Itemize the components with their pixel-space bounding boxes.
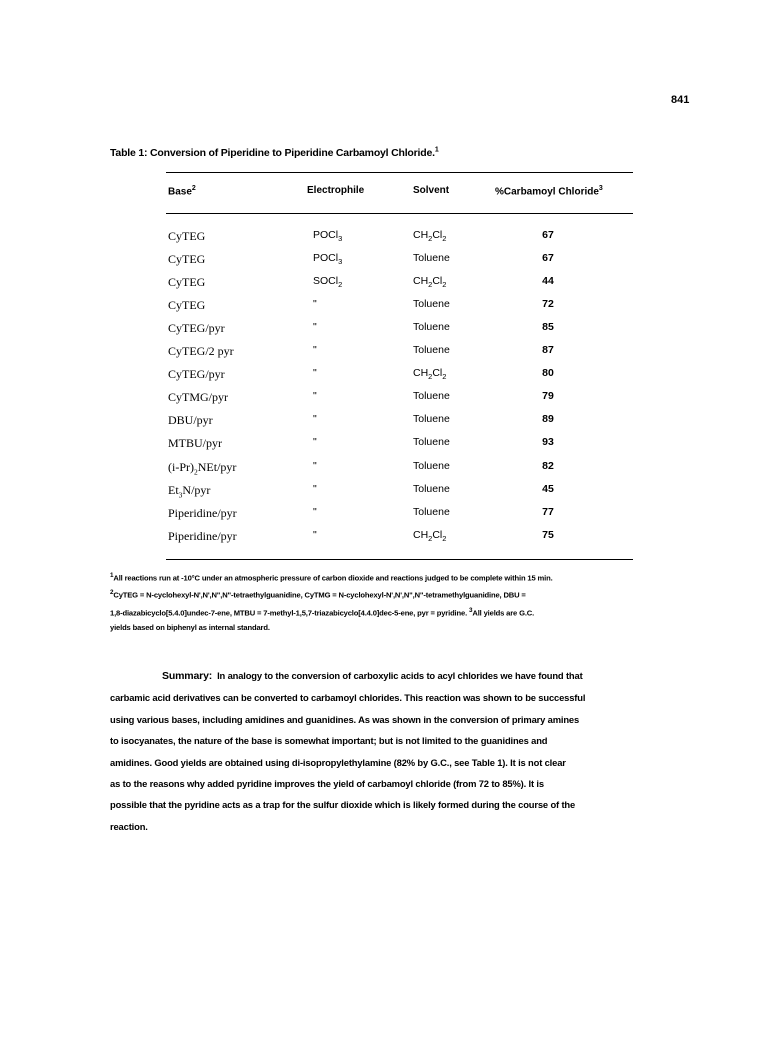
table-caption-text: Conversion of Piperidine to Piperidine Carbamoyl Chloride.: [150, 147, 435, 159]
cell-electrophile: ": [313, 390, 317, 403]
cell-solvent: Toluene: [413, 413, 450, 426]
footnote-line: $^2$CyTEG = N-cyclohexyl-N',N',N",N"-tetraethylguanidine, CyTMG = N-cyclohexyl-N',N',N",N"-tetramethylguanidine, DBU =: [110, 589, 526, 600]
cell-electrophile: POCl$_3$: [313, 252, 343, 267]
summary-line: carbamic acid derivatives can be converted to carbamoyl chlorides. This reaction was shown to be successful: [110, 692, 586, 704]
table-caption-label: Table 1:: [110, 147, 148, 159]
cell-solvent: Toluene: [413, 321, 450, 334]
table-row: [0, 460, 768, 480]
table-header-rule: [166, 213, 633, 214]
cell-solvent: $CH_2Cl_2$: [413, 367, 447, 382]
table-caption-note: 1: [434, 146, 439, 154]
header-yield: %Carbamoyl Chloride$^3$: [495, 185, 603, 198]
cell-electrophile: ": [313, 298, 317, 311]
header-electrophile: Electrophile: [307, 185, 365, 196]
table-footnotes: [110, 569, 670, 636]
cell-base: CyTEG/pyr: [168, 367, 225, 382]
header-base: Base$^2$: [168, 185, 196, 198]
footnote-line: 1,8-diazabicyclo[5.4.0]undec-7-ene, MTBU = 7-methyl-1,5,7-triazabicyclo[4.4.0]dec-5-ene, pyr = pyridine. $^3$All yields are G.C.: [110, 606, 535, 618]
cell-yield: 82: [542, 459, 554, 472]
table-row: [0, 413, 768, 433]
table-row: [0, 506, 768, 526]
cell-yield: 89: [542, 413, 554, 426]
cell-base: $(i-Pr)_2NEt$/pyr: [168, 459, 237, 476]
cell-yield: 75: [542, 528, 554, 541]
cell-yield: 93: [542, 436, 554, 449]
cell-base: Piperidine/pyr: [168, 528, 237, 543]
cell-electrophile: ": [313, 321, 317, 334]
table-row: [0, 229, 768, 249]
table-row: [0, 390, 768, 410]
cell-electrophile: ": [313, 528, 317, 541]
cell-base: CyTEG: [168, 252, 206, 267]
cell-base: $Et_3N$/pyr: [168, 482, 211, 499]
cell-base: CyTMG/pyr: [168, 390, 228, 405]
summary-line: using various bases, including amidines and guanidines. As was shown in the conversion of primary amines: [110, 713, 580, 725]
cell-yield: 85: [542, 321, 554, 334]
cell-solvent: Toluene: [413, 436, 450, 449]
cell-electrophile: ": [313, 413, 317, 426]
cell-base: CyTEG/2 pyr: [168, 344, 234, 359]
table-caption: [110, 147, 439, 159]
table-row: [0, 367, 768, 387]
summary-line: as to the reasons why added pyridine improves the yield of carbamoyl chloride (from 72 to 85%). It is: [110, 778, 544, 790]
cell-electrophile: ": [313, 367, 317, 380]
summary-line: amidines. Good yields are obtained using di-isopropylethylamine (82% by G.C., see Table 1). It is not clear: [110, 756, 566, 768]
summary-line: possible that the pyridine acts as a trap for the sulfur dioxide which is likely formed during the course of the: [110, 799, 576, 811]
cell-electrophile: POCl$_3$: [313, 229, 343, 244]
cell-base: Piperidine/pyr: [168, 505, 237, 520]
table-row: [0, 529, 768, 549]
cell-base: CyTEG: [168, 229, 206, 243]
cell-electrophile: ": [313, 482, 317, 495]
table-row: [0, 321, 768, 341]
page-number: 841: [671, 94, 690, 106]
summary-line: reaction.: [110, 820, 148, 832]
table-top-rule: [166, 172, 633, 173]
summary-paragraph: [110, 665, 670, 837]
cell-yield: 80: [542, 367, 554, 380]
cell-electrophile: ": [313, 436, 317, 449]
footnote-line: yields based on biphenyl as internal standard.: [110, 622, 270, 632]
cell-solvent: Toluene: [413, 482, 450, 495]
cell-solvent: $CH_2Cl_2$: [413, 229, 447, 244]
cell-yield: 79: [542, 390, 554, 403]
table-row: [0, 298, 768, 318]
table-row: [0, 344, 768, 364]
cell-yield: 67: [542, 252, 554, 265]
summary-line: to isocyanates, the nature of the base is somewhat important; but is not limited to the guanidines and: [110, 735, 548, 747]
cell-base: MTBU/pyr: [168, 436, 222, 451]
cell-electrophile: SOCl$_2$: [313, 275, 343, 290]
table-bottom-rule: [166, 559, 633, 560]
cell-electrophile: ": [313, 505, 317, 518]
table-row: [0, 275, 768, 295]
cell-base: CyTEG: [168, 298, 206, 313]
cell-yield: 67: [542, 229, 554, 241]
cell-yield: 77: [542, 505, 554, 518]
summary-line: In analogy to the conversion of carboxylic acids to acyl chlorides we have found that: [217, 670, 583, 681]
cell-electrophile: ": [313, 344, 317, 357]
cell-base: DBU/pyr: [168, 413, 213, 428]
cell-base: CyTEG: [168, 275, 206, 290]
cell-yield: 87: [542, 344, 554, 357]
cell-solvent: $CH_2Cl_2$: [413, 528, 447, 543]
table-row: [0, 483, 768, 503]
cell-yield: 45: [542, 482, 554, 495]
cell-solvent: $CH_2Cl_2$: [413, 275, 447, 290]
cell-solvent: Toluene: [413, 298, 450, 311]
cell-yield: 72: [542, 298, 554, 311]
table-row: [0, 436, 768, 456]
cell-solvent: Toluene: [413, 390, 450, 403]
summary-heading: Summary:: [162, 670, 213, 682]
cell-base: CyTEG/pyr: [168, 321, 225, 336]
header-solvent: Solvent: [413, 185, 450, 196]
cell-yield: 44: [542, 275, 554, 288]
footnote-line: $^1$All reactions run at -10°C under an atmospheric pressure of carbon dioxide and reactions judged to be complete within 15 min.: [110, 572, 553, 583]
table-row: [0, 252, 768, 272]
cell-solvent: Toluene: [413, 505, 450, 518]
cell-solvent: Toluene: [413, 252, 450, 265]
cell-solvent: Toluene: [413, 344, 450, 357]
cell-solvent: Toluene: [413, 459, 450, 472]
cell-electrophile: ": [313, 459, 317, 472]
